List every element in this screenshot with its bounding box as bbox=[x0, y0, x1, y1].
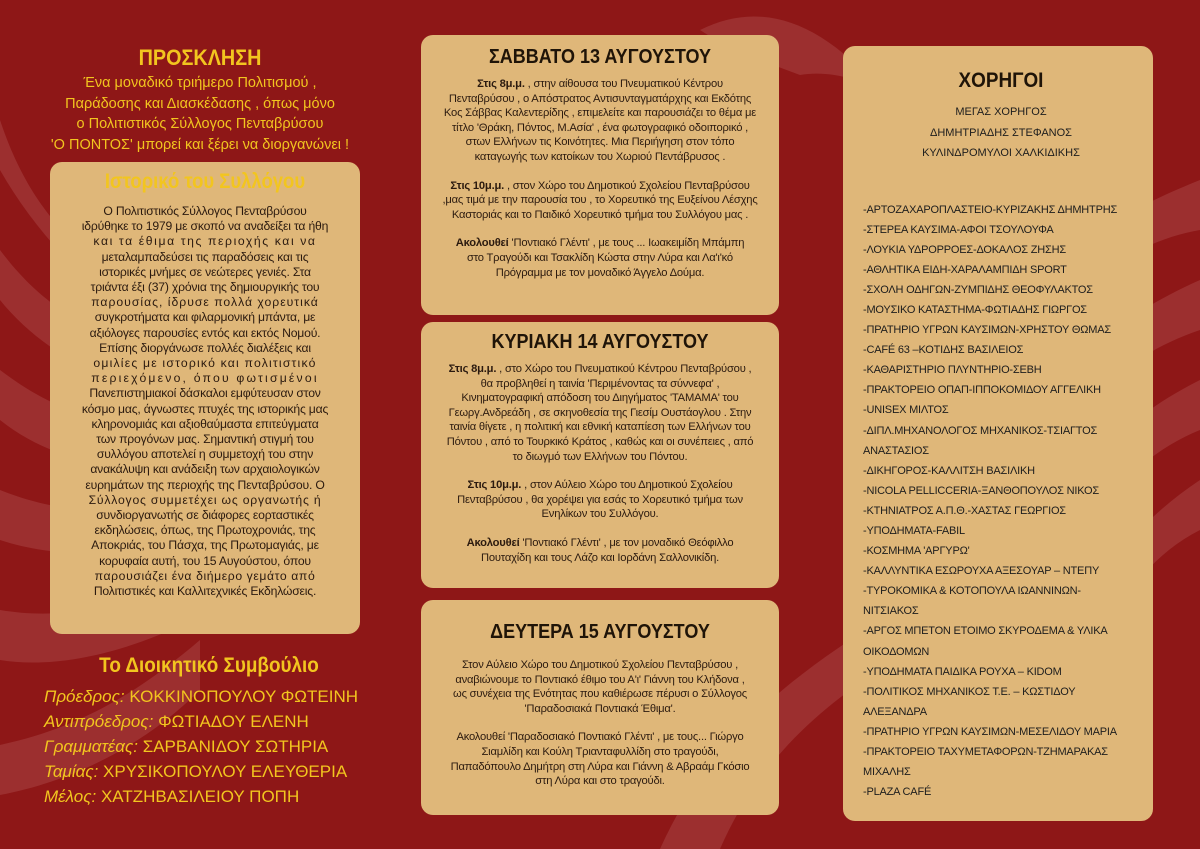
text-line: Στον Αύλειο Χώρο του Δημοτικού Σχολείου Πενταβρύσου , bbox=[461, 659, 739, 671]
board-member-row bbox=[44, 734, 374, 759]
sponsor-item: -ΔΙΠΛ.ΜΗΧΑΝΟΛΟΓΟΣ ΜΗΧΑΝΙΚΟΣ-ΤΣΙΑΓΤΟΣ bbox=[863, 424, 1098, 437]
text-line: τίτλο 'Θράκη, Πόντος, Μ.Ασία' , ένα φωτογραφικό οδοιπορικό , bbox=[451, 121, 749, 134]
board-role: Μέλος: bbox=[44, 787, 97, 806]
text-line: Σιαμλίδη και Κούλη Τριανταφυλλίδη στο τραγούδι, bbox=[481, 745, 719, 758]
monday-text bbox=[433, 658, 767, 789]
sponsor-item: -CAFÉ 63 –ΚΟΤΙΔΗΣ ΒΑΣΙΛΕΙΟΣ bbox=[863, 344, 1024, 357]
board-role: Πρόεδρος: bbox=[44, 687, 125, 706]
text-line: Καστοριάς και το Παιδικό Χορευτικό τμήμα του Συλλόγου μας . bbox=[451, 208, 749, 221]
history-line: ομιλίες με ιστορικό και πολιτιστικό bbox=[93, 356, 317, 371]
history-text bbox=[60, 204, 350, 599]
sponsor-item: -ΚΑΛΛΥΝΤΙΚΑ ΕΣΩΡΟΥΧΑ ΑΞΕΣΟΥΑΡ – ΝΤΕΠΥ bbox=[863, 565, 1100, 578]
saturday-text bbox=[433, 77, 767, 280]
board-member-row bbox=[44, 709, 374, 734]
sponsor-item: -ΑΘΛΗΤΙΚΑ ΕΙΔΗ-ΧΑΡΑΛΑΜΠΙΔΗ SPORT bbox=[863, 263, 1067, 276]
board-title: Το Διοικητικό Συμβούλιο bbox=[99, 654, 319, 677]
sponsor-item: -ΥΠΟΔΗΜΑΤΑ-FABIL bbox=[863, 525, 965, 537]
sponsor-item: -ΤΥΡΟΚΟΜΙΚΑ & ΚΟΤΟΠΟΥΛΑ ΙΩΑΝΝΙΝΩΝ- bbox=[863, 585, 1081, 598]
text-line: 'Ποντιακό Γλέντι' , με τους ... Ιωακειμίδη Μπάμπη bbox=[511, 237, 745, 250]
history-line: παρουσιάζει ένα διήμερο γεμάτο από bbox=[94, 568, 316, 583]
saturday-paragraph-2 bbox=[433, 179, 767, 223]
sunday-text bbox=[433, 362, 767, 565]
text-line: , στον Αύλειο Χώρο του Δημοτικού Σχολείου bbox=[524, 479, 733, 492]
sponsor-item: -ΠΡΑΤΗΡΙΟ ΥΓΡΩΝ ΚΑΥΣΙΜΩΝ-ΜΕΣΕΛΙΔΟΥ ΜΑΡΙΑ bbox=[863, 725, 1117, 738]
history-line: των προγόνων μας. Σημαντική στιγμή του bbox=[96, 432, 314, 447]
sponsor-item: -ΚΟΣΜΗΜΑ 'ΑΡΓΥΡΩ' bbox=[863, 545, 970, 558]
time-label: Στις 10μ.μ. bbox=[450, 179, 505, 192]
board-member-row bbox=[44, 784, 374, 809]
board-section bbox=[44, 652, 374, 809]
saturday-card bbox=[421, 35, 779, 315]
board-name: ΧΑΤΖΗΒΑΣΙΛΕΙΟΥ ΠΟΠΗ bbox=[100, 787, 300, 806]
sponsor-item: -ΚΑΘΑΡΙΣΤΗΡΙΟ ΠΛΥΝΤΗΡΙΟ-ΣΕΒΗ bbox=[863, 364, 1042, 377]
text-line: ως συνέχεια της Ενότητας που καθιέρωσε πέρυσι ο Σύλλογος bbox=[453, 688, 747, 701]
text-line: Κος Σάββας Καλεντερίδης , επιμελείτε και παρουσιάζει το θέμα με bbox=[443, 107, 757, 120]
invitation-section bbox=[40, 45, 360, 155]
history-line: Ο Πολιτιστικός Σύλλογος Πενταβρύσου bbox=[103, 204, 307, 218]
text-line: 'Παραδοσιακά Ποντιακά Έθιμα'. bbox=[524, 702, 676, 715]
sponsor-item: -ΑΡΤΟΖΑΧΑΡΟΠΛΑΣΤΕΙΟ-ΚΥΡΙΖΑΚΗΣ ΔΗΜΗΤΡΗΣ bbox=[863, 203, 1118, 216]
text-line: στη Λύρα και στο τραγούδι. bbox=[535, 775, 665, 788]
history-title: Ιστορικό του Συλλόγου bbox=[104, 170, 306, 193]
text-line: Πενταβρύσου , θα χορέψει για εσάς το Χορευτικό τμήμα των bbox=[457, 493, 743, 506]
sponsor-item: ΑΛΕΞΑΝΔΡΑ bbox=[863, 705, 927, 718]
history-line: ευρημάτων της περιοχής της Πενταβρύσου. Ο bbox=[85, 477, 325, 492]
text-line: στων Ελλήνων τις Κοινότητες. Μια Περιήγηση στον τόπο bbox=[465, 136, 735, 149]
history-line: κληρονομιάς και αξιοθαύμαστα επιτεύγματα bbox=[91, 416, 319, 431]
sponsor-item: -NICOLA PELLICCERIA-ΞΑΝΘΟΠΟΥΛΟΣ ΝΙΚΟΣ bbox=[863, 484, 1099, 497]
sunday-title: ΚΥΡΙΑΚΗ 14 ΑΥΓΟΥΣΤΟΥ bbox=[491, 331, 709, 353]
text-line: Κινηματογραφική απόδοση του Διηγήματος 'ΤΑΜΑΜΑ' του bbox=[461, 392, 739, 405]
sponsor-item: -ΚΤΗΝΙΑΤΡΟΣ Α.Π.Θ.-ΧΑΣΤΑΣ ΓΕΩΡΓΙΟΣ bbox=[863, 504, 1066, 517]
saturday-title: ΣΑΒΒΑΤΟ 13 ΑΥΓΟΥΣΤΟΥ bbox=[488, 46, 711, 68]
text-line: Γεωργ.Ανδρεάδη , σε σκηνοθεσία της Γιεσίμ Ουστάογλου . Στην bbox=[448, 406, 752, 419]
text-line: ταινία θίγετε , η πολιτική και εθνική καταπίεση των Ελλήνων του bbox=[449, 421, 751, 434]
history-line: κορυφαία αυτή, του 15 Αυγούστου, όπου bbox=[99, 553, 311, 568]
sponsor-item: ΜΙΧΑΛΗΣ bbox=[863, 766, 911, 779]
text-line: ,μας τιμά με την παρουσία του , το Χορευτικό της Ευξείνου Λέσχης bbox=[442, 194, 758, 207]
text-line: , στην αίθουσα του Πνευματικού Κέντρου bbox=[527, 78, 723, 90]
history-line: συνδιοργανωτής σε διάφορες εορταστικές bbox=[96, 508, 314, 523]
sponsor-item: -ΣΧΟΛΗ ΟΔΗΓΩΝ-ΖΥΜΠΙΔΗΣ ΘΕΟΦΥΛΑΚΤΟΣ bbox=[863, 283, 1093, 296]
history-card bbox=[50, 162, 360, 634]
saturday-paragraph-1 bbox=[433, 77, 767, 165]
history-line: και τα έθιμα της περιοχής και να bbox=[93, 234, 317, 249]
text-line: Ενηλίκων του Συλλόγου. bbox=[541, 508, 659, 521]
history-line: Πανεπιστημιακοί δάσκαλοι εμφύτευσαν στον bbox=[89, 386, 321, 401]
invitation-line: 'Ο ΠΟΝΤΟΣ' μπορεί και ξέρει να διοργανώνει ! bbox=[50, 136, 350, 153]
history-line: Αποκριάς, του Πάσχα, της Πρωτομαγιάς, με bbox=[91, 538, 319, 553]
sponsor-item: -ΣΤΕΡΕΑ ΚΑΥΣΙΜΑ-ΑΦΟΙ ΤΣΟΥΛΟΥΦΑ bbox=[863, 223, 1054, 236]
sponsor-item: ΑΝΑΣΤΑΣΙΟΣ bbox=[863, 444, 929, 457]
board-members bbox=[44, 684, 374, 809]
board-name: ΧΡΥΣΙΚΟΠΟΥΛΟΥ ΕΛΕΥΘΕΡΙΑ bbox=[103, 762, 348, 781]
history-line: ιδρύθηκε το 1979 με σκοπό να αναδείξει τα ήθη bbox=[81, 219, 329, 234]
major-sponsor bbox=[863, 102, 1139, 164]
text-line: θα προβληθεί η ταινία 'Περιμένοντας τα σύννεφα' , bbox=[480, 377, 720, 390]
time-label: Στις 8μ.μ. bbox=[448, 363, 497, 375]
text-line: στο Τραγούδι και Τσακλίδη Κώστα στην Λύρα και Λα'ι'κό bbox=[467, 251, 733, 264]
text-line: αναβιώνουμε το Ποντιακό έθιμο του Α'ι' Γιάννη του Κλήδονα , bbox=[455, 673, 745, 686]
monday-paragraph-1 bbox=[433, 658, 767, 716]
board-role: Γραμματέας: bbox=[44, 737, 138, 756]
sponsor-item: ΟΙΚΟΔΟΜΩΝ bbox=[863, 645, 930, 658]
sponsor-item: -ΠΟΛΙΤΙΚΟΣ ΜΗΧΑΝΙΚΟΣ Τ.Ε. – ΚΩΣΤΙΔΟΥ bbox=[863, 685, 1076, 698]
invitation-line: Ένα μοναδικό τριήμερο Πολιτισμού , bbox=[83, 75, 317, 91]
board-role: Αντιπρόεδρος: bbox=[44, 712, 154, 731]
board-member-row bbox=[44, 684, 374, 709]
monday-paragraph-2 bbox=[433, 730, 767, 788]
board-name: ΦΩΤΙΑΔΟΥ ΕΛΕΝΗ bbox=[158, 712, 309, 731]
history-line: μεταλαμπαδεύσει τις παραδόσεις και τις bbox=[101, 249, 309, 264]
sponsors-card bbox=[843, 46, 1153, 821]
history-line: τριάντα έξι (37) χρόνια της δημιουργικής του bbox=[90, 280, 320, 295]
time-label: Στις 10μ.μ. bbox=[467, 479, 522, 492]
sponsor-item: -PLAZA CAFÉ bbox=[863, 786, 932, 799]
sponsor-item: ΝΙΤΣΙΑΚΟΣ bbox=[863, 605, 919, 618]
followup-label: Ακολουθεί bbox=[466, 536, 520, 549]
sunday-paragraph-2 bbox=[433, 478, 767, 522]
board-name: ΚΟΚΚΙΝΟΠΟΥΛΟΥ ΦΩΤΕΙΝΗ bbox=[129, 687, 359, 706]
sponsor-item: -ΥΠΟΔΗΜΑΤΑ ΠΑΙΔΙΚΑ ΡΟΥΧΑ – KIDOM bbox=[863, 665, 1062, 678]
board-member-row bbox=[44, 759, 374, 784]
invitation-line: ο Πολιτιστικός Σύλλογος Πενταβρύσου bbox=[76, 116, 324, 132]
text-line: , στο Χώρο του Πνευματικού Κέντρου Πενταβρύσου , bbox=[499, 363, 752, 375]
board-role: Ταμίας: bbox=[44, 762, 99, 781]
history-line: Πολιτιστικές και Καλλιτεχνικές Εκδηλώσεις. bbox=[93, 584, 317, 599]
monday-card bbox=[421, 600, 779, 815]
sponsor-item: -ΠΡΑΚΤΟΡΕΙΟ ΟΠΑΠ-ΙΠΠΟΚΟΜΙΔΟΥ ΑΓΓΕΛΙΚΗ bbox=[863, 384, 1101, 397]
history-line: ιστορικές μνήμες σε νεώτερες γενιές. Στα bbox=[99, 264, 311, 279]
monday-title: ΔΕΥΤΕΡΑ 15 ΑΥΓΟΥΣΤΟΥ bbox=[490, 621, 710, 643]
text-line: το διωγμό των Ελλήνων του Πόντου. bbox=[512, 450, 688, 463]
text-line: Πουταχίδη και τους Λάζο και Ιορδάνη Σαλλονικίδη. bbox=[480, 551, 720, 564]
history-line: εκδηλώσεις, όπως, της Πρωτοχρονιάς, της bbox=[94, 523, 316, 538]
sponsor-list bbox=[863, 200, 1139, 803]
history-line: περιεχόμενο, όπου φωτισμένοι bbox=[91, 371, 319, 386]
sponsor-item: -ΔΙΚΗΓΟΡΟΣ-ΚΑΛΛΙΤΣΗ ΒΑΣΙΛΙΚΗ bbox=[863, 464, 1035, 477]
text-line: Πρόγραμμα με τον μοναδικό Άγγελο Δούμα. bbox=[495, 266, 705, 279]
text-line: 'Ποντιακό Γλέντι' , με τον μοναδικό Θεόφιλλο bbox=[522, 536, 734, 549]
history-line: αξιόλογες παρουσίες εντός και εκτός Νομού. bbox=[89, 325, 321, 340]
history-line: Σύλλογος συμμετέχει ως οργανωτής ή bbox=[88, 492, 322, 507]
saturday-paragraph-3 bbox=[433, 236, 767, 280]
major-sponsor-name: ΔΗΜΗΤΡΙΑΔΗΣ ΣΤΕΦΑΝΟΣ bbox=[930, 126, 1072, 139]
text-line: , στον Χώρο του Δημοτικού Σχολείου Πενταβρύσου bbox=[506, 179, 750, 192]
text-line: Πενταβρύσου , ο Απόστρατος Αντισυνταγματάρχης και Εκδότης bbox=[448, 92, 752, 105]
sponsor-item: -UNISEX ΜΙΛΤΟΣ bbox=[863, 404, 949, 417]
sunday-paragraph-3 bbox=[433, 536, 767, 565]
invitation-text bbox=[40, 73, 360, 155]
sunday-paragraph-1 bbox=[433, 362, 767, 464]
sponsor-item: -ΛΟΥΚΙΑ ΥΔΡΟΡΡΟΕΣ-ΔΟΚΑΛΟΣ ΖΗΣΗΣ bbox=[863, 243, 1066, 256]
text-line: καταγωγής των κατοίκων του Χωριού Πεντάβρυσος . bbox=[474, 150, 726, 163]
sponsor-item: -ΠΡΑΤΗΡΙΟ ΥΓΡΩΝ ΚΑΥΣΙΜΩΝ-ΧΡΗΣΤΟΥ ΘΩΜΑΣ bbox=[863, 324, 1111, 337]
history-line: συγκροτήματα και φιλαρμονική μπάντα, με bbox=[94, 310, 316, 325]
sponsor-item: -ΠΡΑΚΤΟΡΕΙΟ ΤΑΧΥΜΕΤΑΦΟΡΩΝ-ΤΖΗΜΑΡΑΚΑΣ bbox=[863, 746, 1108, 759]
history-line: κόσμο μας, άγνωστες πτυχές της ιστορικής μας bbox=[81, 401, 329, 416]
history-line: ανακάλυψη και ανάδειξη των αρχαιολογικών bbox=[90, 462, 320, 477]
sponsor-item: -ΑΡΓΟΣ ΜΠΕΤΟΝ ΕΤΟΙΜΟ ΣΚΥΡΟΔΕΜΑ & ΥΛΙΚΑ bbox=[863, 625, 1108, 638]
sunday-card bbox=[421, 322, 779, 588]
sponsor-item: -ΜΟΥΣΙΚΟ ΚΑΤΑΣΤΗΜΑ-ΦΩΤΙΑΔΗΣ ΓΙΩΡΓΟΣ bbox=[863, 303, 1087, 316]
text-line: Παπαδόπουλο Δημήτρη στη Λύρα και Γιάννη & Αβραάμ Γκόσιο bbox=[450, 760, 750, 773]
text-line: Ακολουθεί 'Παραδοσιακό Ποντιακό Γλέντι' , με τους... Γιώργο bbox=[456, 731, 744, 744]
followup-label: Ακολουθεί bbox=[455, 237, 509, 250]
major-sponsor-label: ΜΕΓΑΣ ΧΟΡΗΓΟΣ bbox=[955, 106, 1047, 118]
history-line: παρουσίας, ίδρυσε πολλά χορευτικά bbox=[91, 295, 319, 310]
history-line: Επίσης διοργάνωσε πολλές διαλέξεις και bbox=[99, 340, 311, 355]
history-line: συλλόγου αποτελεί η συμμετοχή του στην bbox=[96, 447, 314, 462]
text-line: Πόντου , από το Τουρκικό Κράτος , καθώς και οι συνέπειες , από bbox=[446, 435, 754, 448]
invitation-line: Παράδοσης και Διασκέδασης , όπως μόνο bbox=[65, 95, 335, 112]
major-sponsor-company: ΚΥΛΙΝΔΡΟΜΥΛΟΙ ΧΑΛΚΙΔΙΚΗΣ bbox=[922, 147, 1080, 159]
time-label: Στις 8μ.μ. bbox=[477, 78, 525, 90]
board-name: ΣΑΡΒΑΝΙΔΟΥ ΣΩΤΗΡΙΑ bbox=[142, 737, 329, 756]
invitation-title: ΠΡΟΣΚΛΗΣΗ bbox=[138, 45, 262, 70]
sponsors-title: ΧΟΡΗΓΟΙ bbox=[958, 69, 1044, 92]
